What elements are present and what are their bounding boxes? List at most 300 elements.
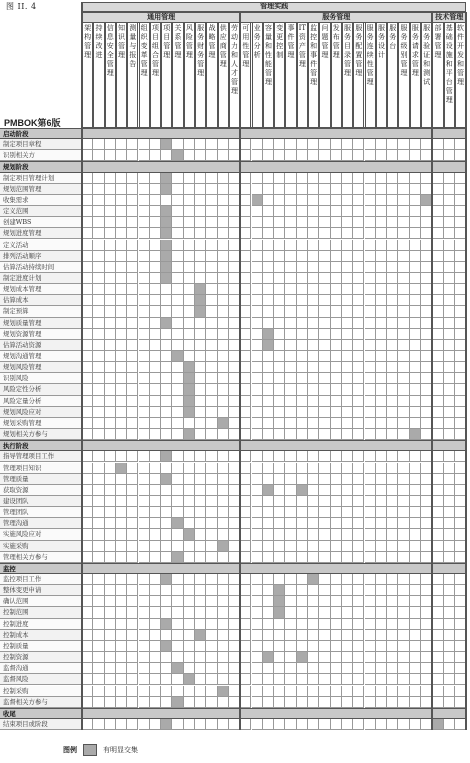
matrix-cell xyxy=(218,552,229,563)
matrix-cell xyxy=(195,240,206,251)
matrix-cell xyxy=(285,619,296,630)
intersection-mark xyxy=(161,262,172,273)
matrix-cell xyxy=(297,641,308,652)
matrix-cell xyxy=(319,284,330,295)
matrix-cell xyxy=(398,552,409,563)
matrix-cell xyxy=(308,619,319,630)
matrix-cell xyxy=(263,697,274,708)
matrix-cell xyxy=(331,217,342,228)
matrix-cell xyxy=(105,407,116,418)
matrix-cell xyxy=(376,697,387,708)
matrix-cell xyxy=(263,262,274,273)
matrix-cell xyxy=(263,674,274,685)
matrix-cell xyxy=(82,507,93,518)
matrix-cell xyxy=(319,329,330,340)
phase-row: 执行阶段 xyxy=(0,440,466,451)
matrix-cell xyxy=(240,485,251,496)
matrix-cell xyxy=(319,351,330,362)
matrix-cell xyxy=(398,407,409,418)
matrix-cell xyxy=(206,574,217,585)
matrix-cell xyxy=(252,641,263,652)
matrix-cell xyxy=(252,184,263,195)
matrix-cell xyxy=(263,529,274,540)
matrix-cell xyxy=(263,663,274,674)
matrix-cell xyxy=(432,418,443,429)
matrix-cell xyxy=(285,474,296,485)
matrix-cell xyxy=(252,273,263,284)
matrix-cell xyxy=(127,329,138,340)
matrix-cell xyxy=(432,340,443,351)
matrix-cell xyxy=(82,396,93,407)
matrix-cell xyxy=(195,574,206,585)
matrix-cell xyxy=(376,240,387,251)
matrix-cell xyxy=(139,240,150,251)
matrix-cell xyxy=(398,318,409,329)
matrix-cell xyxy=(410,541,421,552)
matrix-cell xyxy=(376,206,387,217)
matrix-cell xyxy=(218,652,229,663)
matrix-cell xyxy=(331,529,342,540)
matrix-cell xyxy=(252,630,263,641)
intersection-mark xyxy=(308,574,319,585)
matrix-cell xyxy=(365,507,376,518)
row-label: 整体变更申请 xyxy=(0,585,82,596)
matrix-cell xyxy=(184,228,195,239)
matrix-cell xyxy=(319,451,330,462)
matrix-cell xyxy=(331,396,342,407)
matrix-cell xyxy=(387,351,398,362)
matrix-cell xyxy=(184,418,195,429)
matrix-cell xyxy=(139,463,150,474)
matrix-cell xyxy=(116,184,127,195)
matrix-cell xyxy=(172,407,183,418)
matrix-cell xyxy=(139,251,150,262)
row-label: 定义活动 xyxy=(0,240,82,251)
matrix-cell xyxy=(342,585,353,596)
matrix-cell xyxy=(410,697,421,708)
matrix-cell xyxy=(398,150,409,161)
matrix-cell xyxy=(139,485,150,496)
matrix-cell xyxy=(444,686,455,697)
matrix-cell xyxy=(263,384,274,395)
matrix-cell xyxy=(172,284,183,295)
matrix-cell xyxy=(308,518,319,529)
matrix-cell xyxy=(252,607,263,618)
matrix-cell xyxy=(274,373,285,384)
matrix-cell xyxy=(218,463,229,474)
matrix-cell xyxy=(206,429,217,440)
row-label: 制定进度计划 xyxy=(0,273,82,284)
matrix-cell xyxy=(365,641,376,652)
matrix-cell xyxy=(274,150,285,161)
matrix-cell xyxy=(353,619,364,630)
matrix-cell xyxy=(195,150,206,161)
matrix-cell xyxy=(342,574,353,585)
matrix-cell xyxy=(240,418,251,429)
matrix-cell xyxy=(308,139,319,150)
column-header: 容量和性能管理 xyxy=(263,23,274,128)
matrix-cell xyxy=(195,373,206,384)
intersection-mark xyxy=(172,697,183,708)
matrix-cell xyxy=(319,663,330,674)
matrix-cell xyxy=(342,240,353,251)
matrix-cell xyxy=(353,541,364,552)
matrix-cell xyxy=(218,329,229,340)
matrix-cell xyxy=(82,596,93,607)
matrix-cell xyxy=(376,184,387,195)
matrix-cell xyxy=(150,518,161,529)
matrix-cell xyxy=(116,384,127,395)
matrix-cell xyxy=(105,697,116,708)
matrix-cell xyxy=(263,574,274,585)
matrix-cell xyxy=(331,418,342,429)
matrix-cell xyxy=(274,686,285,697)
matrix-cell xyxy=(342,407,353,418)
intersection-mark xyxy=(297,652,308,663)
matrix-cell xyxy=(263,251,274,262)
matrix-cell xyxy=(139,518,150,529)
row-label: 获取资源 xyxy=(0,485,82,496)
intersection-mark xyxy=(195,295,206,306)
matrix-cell xyxy=(319,518,330,529)
matrix-cell xyxy=(297,607,308,618)
matrix-cell xyxy=(240,529,251,540)
matrix-cell xyxy=(139,529,150,540)
matrix-cell xyxy=(285,529,296,540)
matrix-cell xyxy=(387,596,398,607)
matrix-cell xyxy=(376,574,387,585)
matrix-cell xyxy=(331,340,342,351)
matrix-cell xyxy=(432,240,443,251)
matrix-cell xyxy=(150,507,161,518)
row-label: 规划相关方参与 xyxy=(0,429,82,440)
matrix-cell xyxy=(308,173,319,184)
matrix-cell xyxy=(206,206,217,217)
matrix-cell xyxy=(218,641,229,652)
matrix-cell xyxy=(82,407,93,418)
matrix-cell xyxy=(308,295,319,306)
matrix-cell xyxy=(319,697,330,708)
matrix-cell xyxy=(308,184,319,195)
matrix-cell xyxy=(105,529,116,540)
matrix-cell xyxy=(365,240,376,251)
matrix-cell xyxy=(365,518,376,529)
matrix-cell xyxy=(444,150,455,161)
matrix-cell xyxy=(240,206,251,217)
matrix-cell xyxy=(308,719,319,730)
matrix-cell xyxy=(184,273,195,284)
intersection-mark xyxy=(195,630,206,641)
matrix-cell xyxy=(206,663,217,674)
matrix-cell xyxy=(319,585,330,596)
matrix-cell xyxy=(172,474,183,485)
row-label: 规划范围管理 xyxy=(0,184,82,195)
matrix-cell xyxy=(319,184,330,195)
matrix-cell xyxy=(127,384,138,395)
matrix-cell xyxy=(387,674,398,685)
matrix-cell xyxy=(365,318,376,329)
matrix-cell xyxy=(263,429,274,440)
matrix-cell xyxy=(432,507,443,518)
group-divider xyxy=(81,2,83,730)
matrix-cell xyxy=(82,340,93,351)
matrix-cell xyxy=(342,384,353,395)
matrix-cell xyxy=(93,485,104,496)
matrix-cell xyxy=(365,273,376,284)
matrix-cell xyxy=(432,641,443,652)
matrix-cell xyxy=(218,184,229,195)
matrix-cell xyxy=(331,150,342,161)
matrix-cell xyxy=(297,574,308,585)
matrix-cell xyxy=(195,719,206,730)
matrix-cell xyxy=(93,184,104,195)
matrix-cell xyxy=(342,507,353,518)
matrix-cell xyxy=(93,719,104,730)
matrix-cell xyxy=(387,240,398,251)
matrix-cell xyxy=(105,674,116,685)
matrix-cell xyxy=(116,529,127,540)
matrix-cell xyxy=(308,318,319,329)
matrix-cell xyxy=(353,463,364,474)
matrix-cell xyxy=(127,529,138,540)
matrix-cell xyxy=(376,373,387,384)
matrix-cell xyxy=(274,541,285,552)
matrix-cell xyxy=(161,596,172,607)
matrix-cell xyxy=(240,451,251,462)
matrix-cell xyxy=(410,384,421,395)
matrix-cell xyxy=(116,451,127,462)
matrix-cell xyxy=(331,329,342,340)
matrix-cell xyxy=(365,396,376,407)
matrix-cell xyxy=(150,552,161,563)
matrix-cell xyxy=(252,496,263,507)
matrix-cell xyxy=(105,418,116,429)
matrix-cell xyxy=(274,217,285,228)
matrix-cell xyxy=(184,206,195,217)
matrix-cell xyxy=(263,463,274,474)
matrix-cell xyxy=(172,206,183,217)
matrix-cell xyxy=(172,329,183,340)
matrix-cell xyxy=(365,351,376,362)
matrix-cell xyxy=(319,418,330,429)
matrix-cell xyxy=(297,340,308,351)
matrix-cell xyxy=(274,228,285,239)
matrix-cell xyxy=(444,407,455,418)
matrix-cell xyxy=(195,607,206,618)
matrix-cell xyxy=(387,206,398,217)
matrix-cell xyxy=(161,195,172,206)
row-label: 管理相关方参与 xyxy=(0,552,82,563)
matrix-cell xyxy=(82,429,93,440)
matrix-cell xyxy=(93,585,104,596)
matrix-cell xyxy=(274,496,285,507)
matrix-cell xyxy=(240,150,251,161)
matrix-cell xyxy=(105,663,116,674)
matrix-cell xyxy=(331,251,342,262)
matrix-cell xyxy=(252,474,263,485)
matrix-cell xyxy=(172,184,183,195)
matrix-cell xyxy=(297,318,308,329)
matrix-cell xyxy=(365,195,376,206)
matrix-cell xyxy=(172,295,183,306)
matrix-cell xyxy=(139,641,150,652)
matrix-cell xyxy=(172,340,183,351)
matrix-cell xyxy=(116,396,127,407)
matrix-cell xyxy=(172,396,183,407)
intersection-mark xyxy=(218,418,229,429)
matrix-cell xyxy=(319,295,330,306)
matrix-cell xyxy=(319,607,330,618)
matrix-cell xyxy=(398,329,409,340)
matrix-cell xyxy=(82,251,93,262)
matrix-cell xyxy=(444,418,455,429)
matrix-cell xyxy=(353,485,364,496)
matrix-cell xyxy=(319,507,330,518)
matrix-cell xyxy=(82,173,93,184)
matrix-cell xyxy=(206,195,217,206)
matrix-cell xyxy=(365,585,376,596)
matrix-cell xyxy=(365,686,376,697)
matrix-cell xyxy=(274,407,285,418)
matrix-cell xyxy=(263,150,274,161)
matrix-cell xyxy=(184,351,195,362)
matrix-cell xyxy=(116,407,127,418)
matrix-cell xyxy=(240,596,251,607)
matrix-cell xyxy=(93,362,104,373)
matrix-cell xyxy=(172,217,183,228)
matrix-cell xyxy=(308,396,319,407)
matrix-cell xyxy=(365,674,376,685)
matrix-cell xyxy=(331,574,342,585)
matrix-cell xyxy=(206,552,217,563)
matrix-cell xyxy=(376,507,387,518)
matrix-cell xyxy=(342,173,353,184)
matrix-cell xyxy=(93,529,104,540)
matrix-cell xyxy=(353,206,364,217)
matrix-cell xyxy=(297,351,308,362)
column-header: 部署管理 xyxy=(432,23,443,128)
row-label: 估算活动持续时间 xyxy=(0,262,82,273)
matrix-cell xyxy=(116,585,127,596)
matrix-cell xyxy=(105,273,116,284)
matrix-cell xyxy=(285,652,296,663)
matrix-cell xyxy=(285,206,296,217)
matrix-cell xyxy=(331,373,342,384)
matrix-cell xyxy=(297,630,308,641)
matrix-cell xyxy=(206,373,217,384)
intersection-mark xyxy=(184,396,195,407)
matrix-cell xyxy=(139,262,150,273)
matrix-cell xyxy=(353,384,364,395)
matrix-cell xyxy=(218,607,229,618)
matrix-cell xyxy=(398,284,409,295)
matrix-cell xyxy=(195,195,206,206)
matrix-cell xyxy=(184,518,195,529)
matrix-cell xyxy=(285,362,296,373)
matrix-cell xyxy=(240,429,251,440)
matrix-cell xyxy=(139,552,150,563)
matrix-cell xyxy=(93,284,104,295)
matrix-cell xyxy=(308,607,319,618)
matrix-cell xyxy=(365,474,376,485)
matrix-cell xyxy=(308,585,319,596)
matrix-cell xyxy=(274,362,285,373)
matrix-cell xyxy=(444,329,455,340)
matrix-cell xyxy=(319,318,330,329)
matrix-cell xyxy=(410,396,421,407)
matrix-cell xyxy=(240,674,251,685)
row-label: 监控项目工作 xyxy=(0,574,82,585)
matrix-cell xyxy=(150,674,161,685)
matrix-cell xyxy=(252,340,263,351)
intersection-mark xyxy=(161,228,172,239)
matrix-cell xyxy=(82,139,93,150)
matrix-cell xyxy=(252,240,263,251)
matrix-cell xyxy=(353,674,364,685)
matrix-cell xyxy=(252,719,263,730)
matrix-cell xyxy=(308,507,319,518)
matrix-cell xyxy=(82,451,93,462)
matrix-cell xyxy=(184,295,195,306)
intersection-mark xyxy=(161,206,172,217)
matrix-cell xyxy=(274,641,285,652)
matrix-cell xyxy=(263,295,274,306)
matrix-cell xyxy=(150,318,161,329)
matrix-cell xyxy=(365,362,376,373)
matrix-cell xyxy=(206,306,217,317)
row-label: 风险定性分析 xyxy=(0,384,82,395)
matrix-cell xyxy=(274,295,285,306)
matrix-cell xyxy=(150,574,161,585)
matrix-cell xyxy=(105,240,116,251)
matrix-cell xyxy=(195,663,206,674)
matrix-cell xyxy=(218,139,229,150)
matrix-cell xyxy=(139,663,150,674)
matrix-cell xyxy=(387,485,398,496)
matrix-cell xyxy=(240,652,251,663)
matrix-cell xyxy=(297,697,308,708)
matrix-cell xyxy=(376,173,387,184)
matrix-cell xyxy=(150,329,161,340)
matrix-cell xyxy=(116,217,127,228)
matrix-cell xyxy=(161,340,172,351)
matrix-cell xyxy=(218,474,229,485)
column-header: IT资产管理 xyxy=(297,23,308,128)
matrix-cell xyxy=(240,284,251,295)
matrix-cell xyxy=(116,429,127,440)
matrix-cell xyxy=(218,284,229,295)
matrix-cell xyxy=(444,652,455,663)
matrix-cell xyxy=(398,496,409,507)
matrix-cell xyxy=(387,173,398,184)
matrix-cell xyxy=(297,719,308,730)
column-header: 服务财务管理 xyxy=(195,23,206,128)
matrix-cell xyxy=(82,686,93,697)
matrix-cell xyxy=(172,585,183,596)
matrix-cell xyxy=(93,652,104,663)
matrix-cell xyxy=(331,496,342,507)
matrix-cell xyxy=(376,195,387,206)
matrix-cell xyxy=(285,686,296,697)
matrix-cell xyxy=(444,373,455,384)
matrix-cell xyxy=(342,139,353,150)
matrix-cell xyxy=(172,607,183,618)
matrix-cell xyxy=(139,384,150,395)
matrix-cell xyxy=(308,641,319,652)
matrix-cell xyxy=(444,596,455,607)
matrix-cell xyxy=(365,329,376,340)
matrix-cell xyxy=(444,674,455,685)
